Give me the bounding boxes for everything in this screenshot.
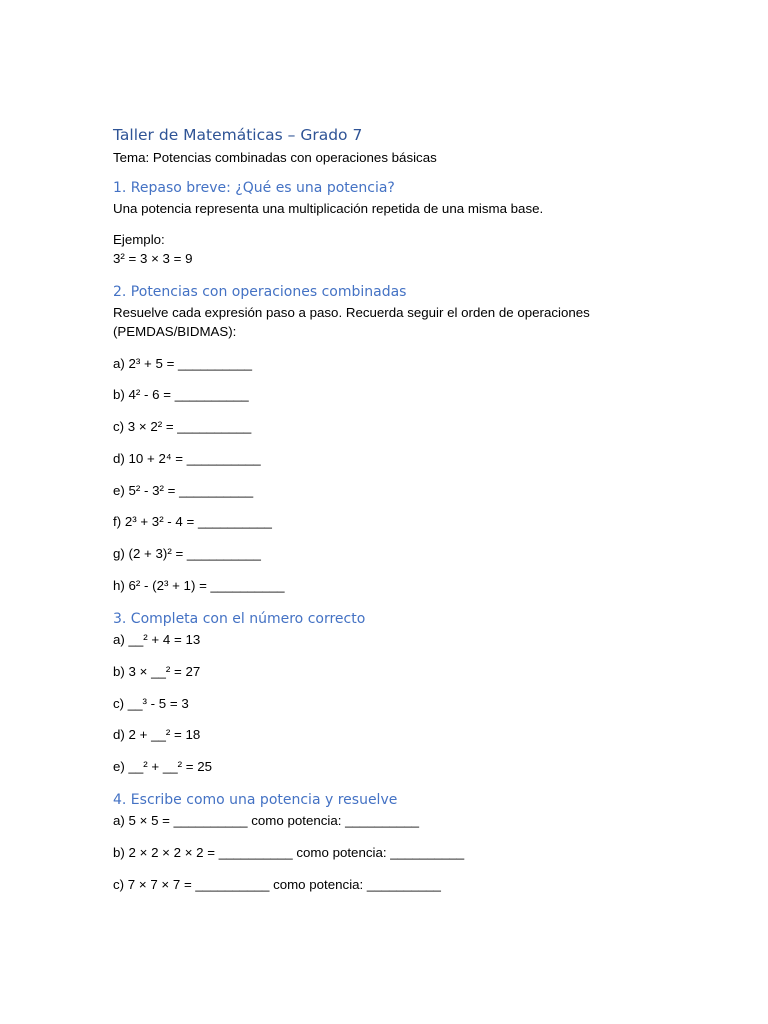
section-1-heading: 1. Repaso breve: ¿Qué es una potencia? (113, 180, 395, 196)
section-4 (113, 789, 713, 894)
list-item: e) __² + __² = 25 (113, 759, 213, 775)
section-2-intro: Resuelve cada expresión paso a paso. Recuerda seguir el orden de operaciones (PEMDAS/BIDMAS): (113, 305, 590, 339)
list-item: c) __³ - 5 = 3 (113, 695, 189, 711)
page-title: Taller de Matemáticas – Grado 7 (113, 126, 363, 144)
section-4-list (113, 811, 713, 894)
page-subtitle: Tema: Potencias combinadas con operaciones básicas (113, 150, 437, 165)
section-1-intro: Una potencia representa una multiplicación repetida de una misma base. (113, 201, 544, 216)
list-item: c) 3 × 2² = __________ (113, 419, 252, 435)
list-item: a) __² + 4 = 13 (113, 632, 201, 648)
list-item: b) 4² - 6 = __________ (113, 387, 249, 403)
list-item: d) 10 + 2⁴ = __________ (113, 450, 261, 466)
section-3 (113, 608, 713, 776)
worksheet-page (113, 122, 713, 894)
section-4-heading: 4. Escribe como una potencia y resuelve (113, 792, 398, 809)
section-2 (113, 281, 713, 595)
list-item: h) 6² - (2³ + 1) = __________ (113, 578, 285, 594)
list-item: a) 2³ + 5 = __________ (113, 355, 252, 371)
section-3-heading: 3. Completa con el número correcto (113, 611, 366, 628)
list-item: c) 7 × 7 × 7 = __________ como potencia: __________ (113, 876, 441, 892)
example-value: 3² = 3 × 3 = 9 (113, 251, 193, 266)
list-item: e) 5² - 3² = __________ (113, 482, 254, 498)
example-label: Ejemplo: (113, 232, 165, 247)
list-item: g) (2 + 3)² = __________ (113, 546, 261, 562)
list-item: d) 2 + __² = 18 (113, 727, 201, 743)
section-3-list (113, 630, 713, 776)
list-item: f) 2³ + 3² - 4 = __________ (113, 514, 272, 530)
section-2-heading: 2. Potencias con operaciones combinadas (113, 284, 407, 300)
section-2-list (113, 354, 713, 596)
section-1 (113, 177, 713, 268)
list-item: a) 5 × 5 = __________ como potencia: __________ (113, 813, 420, 829)
list-item: b) 2 × 2 × 2 × 2 = __________ como potencia: __________ (113, 845, 465, 861)
list-item: b) 3 × __² = 27 (113, 663, 201, 679)
